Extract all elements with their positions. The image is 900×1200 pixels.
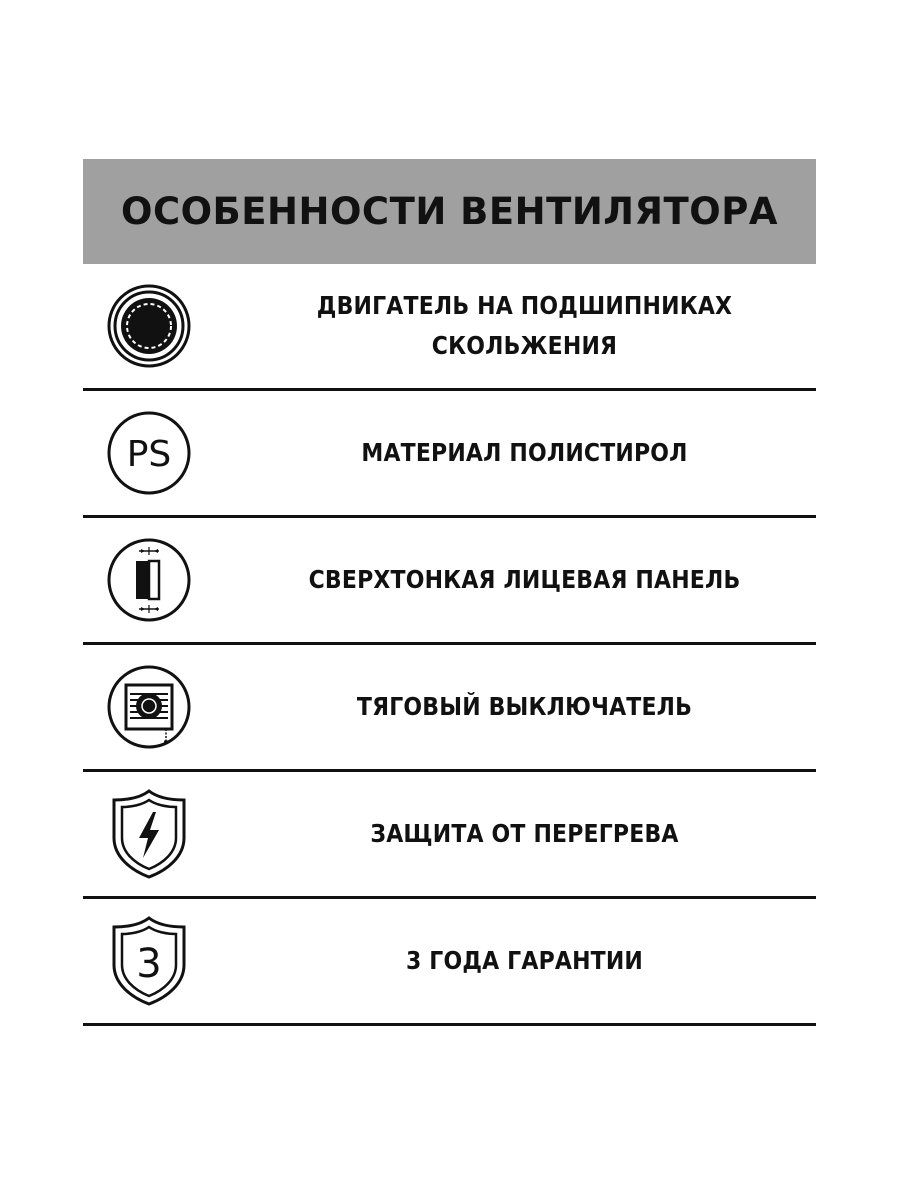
warranty-shield-icon: [106, 915, 192, 1007]
feature-list: [83, 264, 816, 1026]
feature-row: [83, 518, 816, 645]
page-title: ОСОБЕННОСТИ ВЕНТИЛЯТОРА: [121, 190, 778, 233]
pull-switch-fan-icon: [106, 661, 192, 753]
feature-label: ЗАЩИТА ОТ ПЕРЕГРЕВА: [370, 819, 679, 848]
feature-row: [83, 772, 816, 899]
feature-label: ДВИГАТЕЛЬ НА ПОДШИПНИКАХ СКОЛЬЖЕНИЯ: [316, 291, 733, 360]
feature-label: МАТЕРИАЛ ПОЛИСТИРОЛ: [361, 438, 688, 467]
feature-label: ТЯГОВЫЙ ВЫКЛЮЧАТЕЛЬ: [356, 692, 693, 721]
overheat-shield-icon: [106, 788, 192, 880]
feature-label: СВЕРХТОНКАЯ ЛИЦЕВАЯ ПАНЕЛЬ: [308, 565, 741, 594]
bearing-motor-icon: [106, 280, 192, 372]
feature-label: 3 ГОДА ГАРАНТИИ: [405, 946, 644, 975]
feature-row: [83, 645, 816, 772]
ps-icon-text: PS: [126, 434, 172, 475]
feature-row: [83, 391, 816, 518]
polystyrene-ps-icon: [106, 407, 192, 499]
feature-row: [83, 899, 816, 1026]
header-banner: [83, 159, 816, 264]
feature-row: [83, 264, 816, 391]
warranty-icon-text: 3: [136, 941, 162, 987]
thin-panel-icon: [106, 534, 192, 626]
